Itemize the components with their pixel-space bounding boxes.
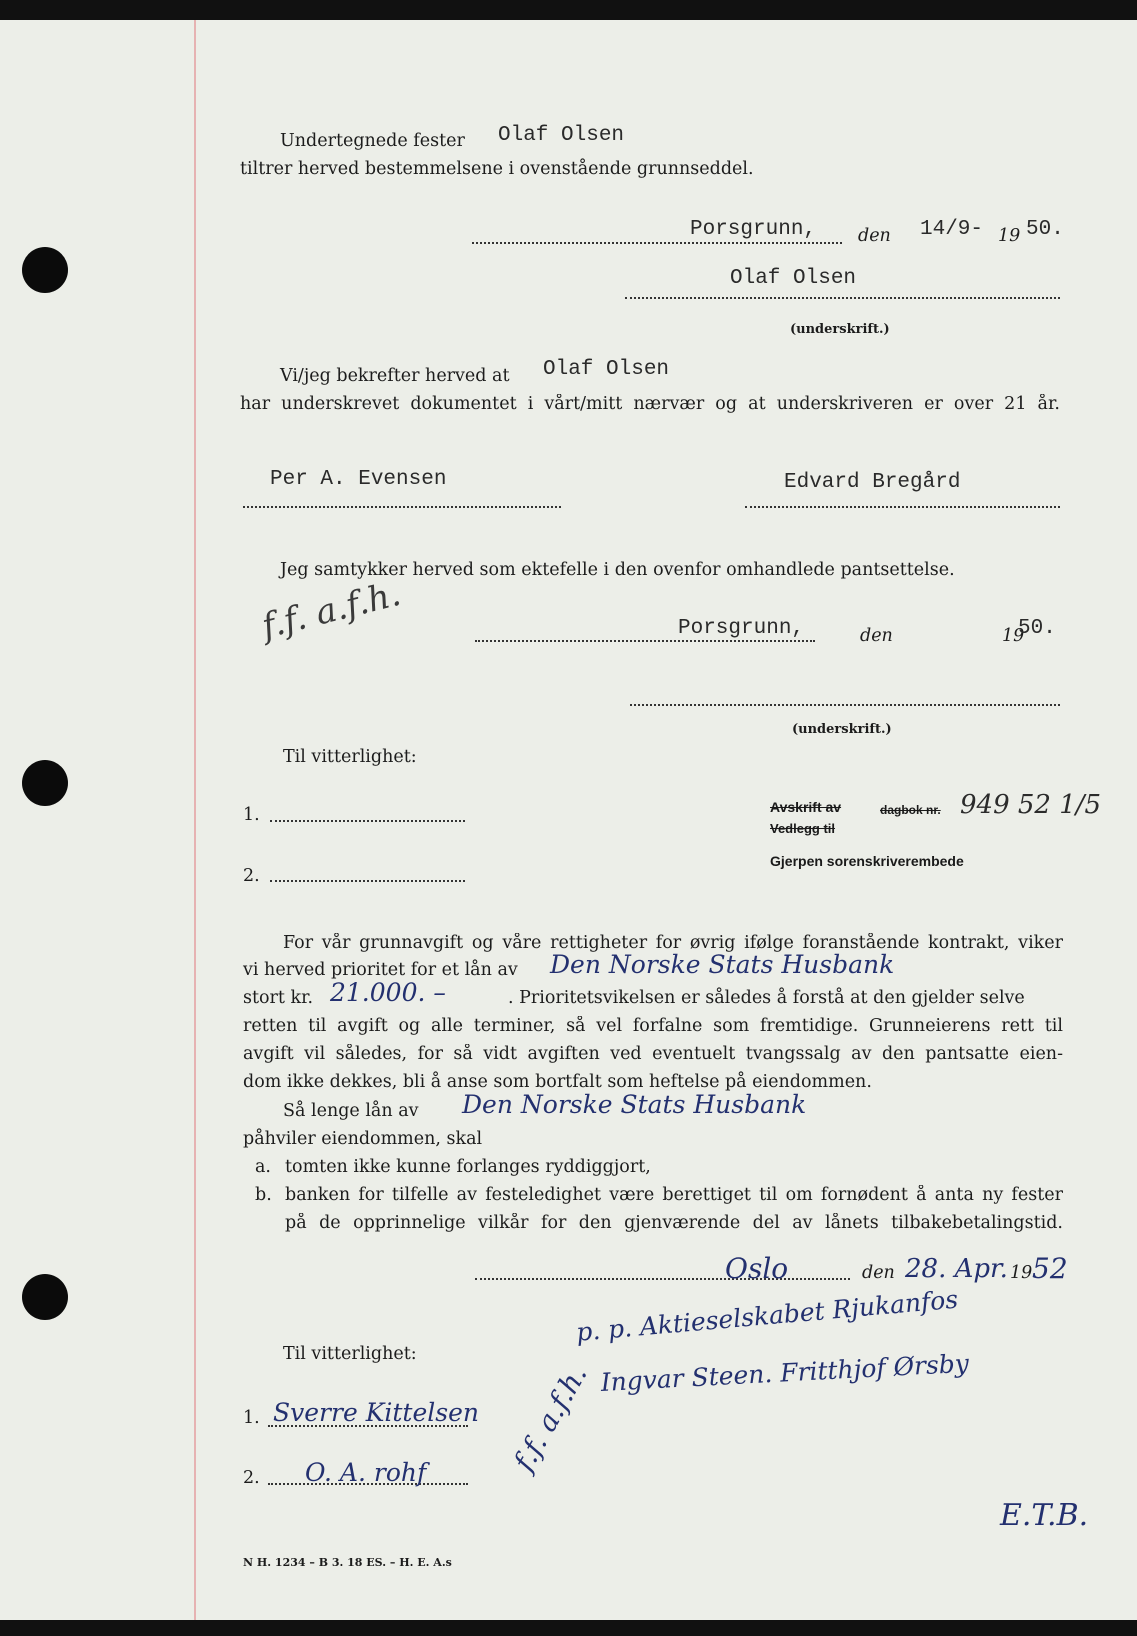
priority-line-5: avgift vil således, for så vidt avgiften ved eventuelt tvangssalg av den pantsatte eien- xyxy=(243,1044,1063,1064)
loan-label: Så lenge lån av xyxy=(283,1101,419,1121)
item-b-line-2: på de opprinnelige vilkår for den gjenværende del av lånets tilbakebetalingstid. xyxy=(285,1213,1063,1233)
loan-line-2: påhviler eiendommen, skal xyxy=(243,1129,483,1149)
witness-1-line xyxy=(270,820,465,822)
stamp-office: Gjerpen sorenskriverembede xyxy=(770,853,964,869)
year-suffix-2: 50. xyxy=(1018,617,1056,640)
den-label-2: den xyxy=(860,626,893,646)
witness-left-name: Per A. Evensen xyxy=(270,468,447,491)
year-suffix: 50. xyxy=(1026,218,1064,241)
signature-caption-2: (underskrift.) xyxy=(792,722,892,737)
item-b-line-1: banken for tilfelle av festeledighet være berettiget til om fornødent å anta ny fester xyxy=(285,1185,1063,1205)
year-prefix: 19 xyxy=(998,226,1021,246)
consent-statement: Jeg samtykker herved som ektefelle i den ovenfor omhandlede pantsettelse. xyxy=(280,560,955,580)
witness-2-signature: O. A. rohf xyxy=(305,1458,427,1487)
signature-caption: (underskrift.) xyxy=(790,322,890,337)
margin-line xyxy=(194,20,196,1620)
punch-hole xyxy=(22,760,68,806)
signature-dotted-line xyxy=(625,297,1060,299)
date: 14/9- xyxy=(920,218,984,241)
handwritten-mark: f.f. a.f.h. xyxy=(258,573,405,647)
stamp-dagbok: dagbok nr. xyxy=(880,803,941,817)
priority-line-2: vi herved prioritet for et lån av xyxy=(243,960,518,980)
witness-1-number-2: 1. xyxy=(243,1408,260,1428)
priority-line-3: . Prioritetsvikelsen er således å forstå at den gjelder selve xyxy=(508,988,1025,1008)
confirm-statement: har underskrevet dokumentet i vårt/mitt nærvær og at underskriveren er over 21 år. xyxy=(240,394,1060,414)
amount-label: stort kr. xyxy=(243,988,314,1008)
priority-line-1: For vår grunnavgift og våre rettigheter for øvrig ifølge foranstående kontrakt, viker xyxy=(283,933,1063,953)
place-dotted-line xyxy=(472,242,842,244)
witness-2-number: 2. xyxy=(243,866,260,886)
fester-signature: Olaf Olsen xyxy=(730,267,857,290)
place-dotted-line-3 xyxy=(475,1278,850,1280)
signature-dotted-line-2 xyxy=(630,704,1060,706)
signatory-line-2: Ingvar Steen. Fritthjof Ørsby xyxy=(600,1348,970,1397)
item-a-text: tomten ikke kunne forlanges ryddiggjort, xyxy=(285,1157,651,1177)
punch-hole xyxy=(22,1274,68,1320)
stamp-handwritten-number: 949 52 1/5 xyxy=(960,790,1102,820)
signatory-line-1: p. p. Aktieselskabet Rjukanfos xyxy=(575,1284,960,1347)
item-b-label: b. xyxy=(255,1185,272,1205)
witness-2-line xyxy=(270,880,465,882)
year-prefix-3: 19 xyxy=(1010,1263,1033,1283)
priority-line-4: retten til avgift og alle terminer, så vel forfalne som fremtidige. Grunneierens rett til xyxy=(243,1016,1063,1036)
place-handwritten: Oslo xyxy=(725,1252,789,1285)
place-2: Porsgrunn, xyxy=(678,617,805,640)
amount-handwritten: 21.000. – xyxy=(330,978,446,1007)
document-page xyxy=(0,20,1137,1620)
handwritten-mark-2: f.f. a.f.h. xyxy=(507,1359,594,1477)
witness-label-2: Til vitterlighet: xyxy=(283,1344,417,1364)
stamp-avskrift: Avskrift av xyxy=(770,799,842,815)
place: Porsgrunn, xyxy=(690,218,817,241)
date-handwritten: 28. Apr. xyxy=(905,1254,1008,1284)
lender-handwritten: Den Norske Stats Husbank xyxy=(550,950,895,979)
witness-1-signature: Sverre Kittelsen xyxy=(273,1398,479,1427)
witness-2-number-2: 2. xyxy=(243,1468,260,1488)
fester-name: Olaf Olsen xyxy=(498,124,625,147)
confirmed-signer: Olaf Olsen xyxy=(543,358,670,381)
priority-line-6: dom ikke dekkes, bli å anse som bortfalt som heftelse på eiendommen. xyxy=(243,1072,872,1092)
punch-hole xyxy=(22,247,68,293)
form-code: N H. 1234 – B 3. 18 ES. – H. E. A.s xyxy=(243,1556,452,1569)
year-prefix-2: 19 xyxy=(1002,626,1025,646)
witness-right-line xyxy=(745,506,1060,508)
witness-label: Til vitterlighet: xyxy=(283,747,417,767)
fester-label: Undertegnede fester xyxy=(280,131,465,151)
item-a-label: a. xyxy=(255,1157,271,1177)
den-label: den xyxy=(858,226,891,246)
place-dotted-line-2 xyxy=(475,640,815,642)
witness-right-name: Edvard Bregård xyxy=(784,471,961,494)
grunnseddel-statement: tiltrer herved bestemmelsene i ovenstående grunnseddel. xyxy=(240,159,754,179)
confirm-label: Vi/jeg bekrefter herved at xyxy=(280,366,510,386)
witness-1-number: 1. xyxy=(243,805,260,825)
year-handwritten: 52 xyxy=(1032,1252,1068,1285)
witness-left-line xyxy=(243,506,561,508)
stamp-vedlegg: Vedlegg til xyxy=(770,821,836,836)
initials-handwritten: E.T.B. xyxy=(1000,1498,1089,1533)
den-label-3: den xyxy=(862,1263,895,1283)
lender-handwritten-2: Den Norske Stats Husbank xyxy=(462,1090,807,1119)
